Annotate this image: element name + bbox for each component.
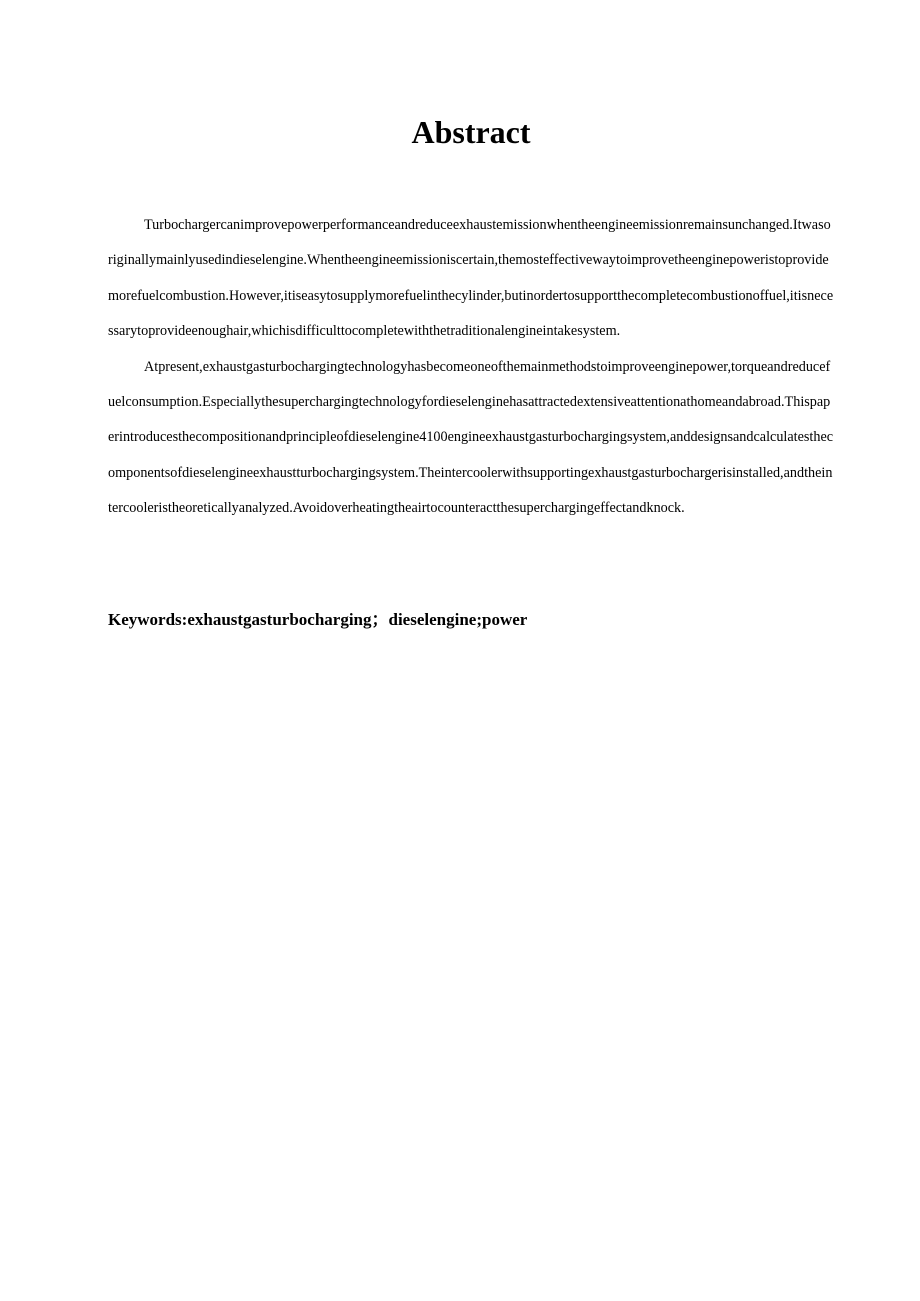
abstract-body [108, 208, 834, 527]
page-title: Abstract [411, 114, 531, 150]
abstract-paragraph-1: Turbochargercanimprovepowerperformanceandreduceexhaustemissionwhentheengineemissionremainsunchanged.Itwasoriginallymainlyusedindieselengine.Whentheengineemissioniscertain,themosteffectivewaytoimprovetheenginepoweristoprovidemorefuelcombustion.However,itiseasytosupplymorefuelinthecylinder,butinordertosupportthecompletecombustionoffuel,itisnecessarytoprovideenoughair,whichisdifficulttocompletewiththetraditionalengineintakesystem. [108, 217, 834, 340]
keywords-line: Keywords:exhaustgasturbocharging；dieselengine;power [108, 610, 528, 629]
abstract-paragraph-2: Atpresent,exhaustgasturbochargingtechnologyhasbecomeoneofthemainmethodstoimproveenginepower,torqueandreducefuelconsumption.Especiallythesuperchargingtechnologyfordieselenginehasattractedextensiveattentionathomeandabroad.Thispaperintroducesthecompositionandprincipleofdieselengine4100engineexhaustgasturbochargingsystem,anddesignsandcalculatesthecomponentsofdieselengineexhaustturbochargingsystem.Theintercoolerwithsupportingexhaustgasturbochargerisinstalled,andtheintercooleristheoreticallyanalyzed.Avoidoverheatingtheairtocounteractthesuperchargingeffectandknock. [108, 358, 834, 517]
